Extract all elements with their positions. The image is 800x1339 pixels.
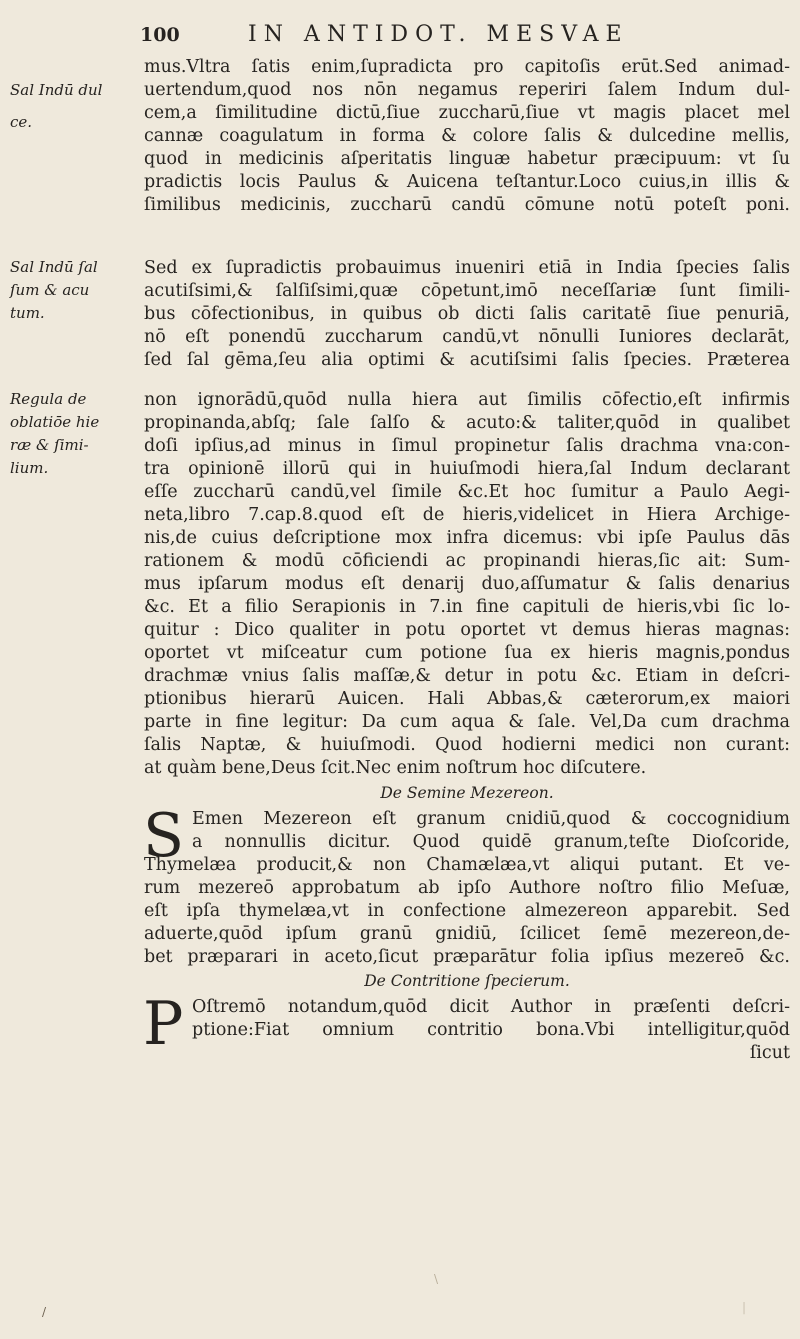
text-line: pradictis locis Paulus & Auicena teſtantur.Loco cuius,in illis & bbox=[144, 172, 790, 192]
text-line: Thymelæa producit,& non Chamælæa,vt aliqui putant. Et ve- bbox=[144, 855, 790, 875]
text-line: eſſe zuccharū candū,vel ſimile &c.Et hoc ſumitur a Paulo Aegi- bbox=[144, 482, 790, 502]
text-line: uertendum,quod nos nōn negamus reperiri ſalem Indum dul- bbox=[144, 80, 790, 100]
text-line: ſed ſal gēma,ſeu alia optimi & acutiſsimi ſalis ſpecies. Præterea bbox=[144, 350, 790, 370]
text-line: oportet vt miſceatur cum potione ſua ex hieris magnis,pondus bbox=[144, 643, 790, 663]
text-line: tra opinionē illorū qui in huiuſmodi hiera,ſal Indum declarant bbox=[144, 459, 790, 479]
text-line: aduerte,quōd ipſum granū gnidiū, ſcilicet ſemē mezereon,de- bbox=[144, 924, 790, 944]
margin-note: tum. bbox=[10, 304, 45, 322]
margin-note: oblatiōe hie bbox=[10, 413, 100, 431]
drop-capital: P bbox=[143, 989, 184, 1059]
text-line: neta,libro 7.cap.8.quod eſt de hieris,videlicet in Hiera Archige- bbox=[144, 505, 790, 525]
text-line: Sed ex ſupradictis probauimus inueniri etiā in India ſpecies ſalis bbox=[144, 258, 790, 278]
text-line: ptionibus hierarū Auicen. Hali Abbas,& cæterorum,ex maiori bbox=[144, 689, 790, 709]
text-line: rationem & modū cōficiendi ac propinandi hieras,ſic ait: Sum- bbox=[144, 551, 790, 571]
text-line: doſi ipſius,ad minus in ſimul propinetur ſalis drachma vna:con- bbox=[144, 436, 790, 456]
text-line: rum mezereō approbatum ab ipſo Authore noſtro filio Meſuæ, bbox=[144, 878, 790, 898]
text-line: mus.Vltra ſatis enim,ſupradicta pro capitoſis erūt.Sed animad- bbox=[144, 57, 790, 77]
text-line: a nonnullis dicitur. Quod quidē granum,teſte Dioſcoride, bbox=[192, 832, 790, 852]
margin-note: lium. bbox=[10, 459, 49, 477]
paper-mark: / bbox=[42, 1305, 47, 1319]
text-line: eſt ipſa thymelæa,vt in confectione almezereon apparebit. Sed bbox=[144, 901, 790, 921]
text-line: quod in medicinis aſperitatis linguæ habetur præcipuum: vt ſu bbox=[144, 149, 790, 169]
text-line: &c. Et a filio Serapionis in 7.in fine capituli de hieris,vbi ſic lo- bbox=[144, 597, 790, 617]
text-line: mus ipſarum modus eſt denarij duo,aſſumatur & ſalis denarius bbox=[144, 574, 790, 594]
margin-note: ræ & ſimi- bbox=[10, 436, 89, 454]
text-line: cem,a ſimilitudine dictū,ſiue zuccharū,ſiue vt magis placet mel bbox=[144, 103, 790, 123]
text-line: at quàm bene,Deus ſcit.Nec enim noſtrum hoc diſcutere. bbox=[144, 758, 647, 778]
text-line: quitur : Dico qualiter in potu oportet vt demus hieras magnas: bbox=[144, 620, 790, 640]
text-line: parte in fine legitur: Da cum aqua & ſale. Vel,Da cum drachma bbox=[144, 712, 790, 732]
running-title: IN ANTIDOT. MESVAE bbox=[248, 22, 629, 47]
text-line: Emen Mezereon eſt granum cnidiū,quod & coccognidium bbox=[192, 809, 790, 829]
margin-note: Sal Indū ſal bbox=[10, 258, 98, 276]
text-line: bus cōfectionibus, in quibus ob dicti ſalis caritatē ſiue penuriā, bbox=[144, 304, 790, 324]
section-heading: De Semine Mezereon. bbox=[380, 784, 554, 802]
text-line: cannæ coagulatum in forma & colore ſalis & dulcedine mellis, bbox=[144, 126, 790, 146]
text-line: ſimilibus medicinis, zuccharū candū cōmune notū poteſt poni. bbox=[144, 195, 790, 215]
catchword: ſicut bbox=[749, 1043, 790, 1063]
margin-note: Sal Indū dul bbox=[10, 81, 103, 99]
margin-note: Regula de bbox=[10, 390, 87, 408]
margin-note: ſum & acu bbox=[10, 281, 90, 299]
section-heading: De Contritione ſpecierum. bbox=[364, 972, 570, 990]
text-line: nis,de cuius deſcriptione mox infra dicemus: vbi ipſe Paulus dās bbox=[144, 528, 790, 548]
text-line: acutiſsimi,& ſalſiſsimi,quæ cōpetunt,imō neceſſariæ ſunt ſimili- bbox=[144, 281, 790, 301]
paper-mark: | bbox=[742, 1300, 747, 1314]
text-line: propinanda,abſq; ſale ſalſo & acuto:& taliter,quōd in qualibet bbox=[144, 413, 790, 433]
drop-capital: S bbox=[143, 801, 185, 871]
text-line: ſalis Naptæ, & huiuſmodi. Quod hodierni medici non curant: bbox=[144, 735, 790, 755]
paper-mark: \ bbox=[434, 1272, 439, 1286]
margin-note: ce. bbox=[10, 113, 33, 131]
text-line: drachmæ vnius ſalis maſſæ,& detur in potu &c. Etiam in deſcri- bbox=[144, 666, 790, 686]
page-header bbox=[140, 22, 780, 52]
text-line: ptione:Fiat omnium contritio bona.Vbi intelligitur,quōd bbox=[192, 1020, 790, 1040]
text-line: bet præparari in aceto,ſicut præparātur folia ipſius mezereō &c. bbox=[144, 947, 790, 967]
text-line: Oſtremō notandum,quōd dicit Author in præſenti deſcri- bbox=[192, 997, 790, 1017]
text-line: non ignorādū,quōd nulla hiera aut ſimilis cōfectio,eſt infirmis bbox=[144, 390, 790, 410]
text-line: nō eſt ponendū zuccharum candū,vt nōnulli Iuniores declarāt, bbox=[144, 327, 790, 347]
page-number: 100 bbox=[140, 24, 180, 46]
